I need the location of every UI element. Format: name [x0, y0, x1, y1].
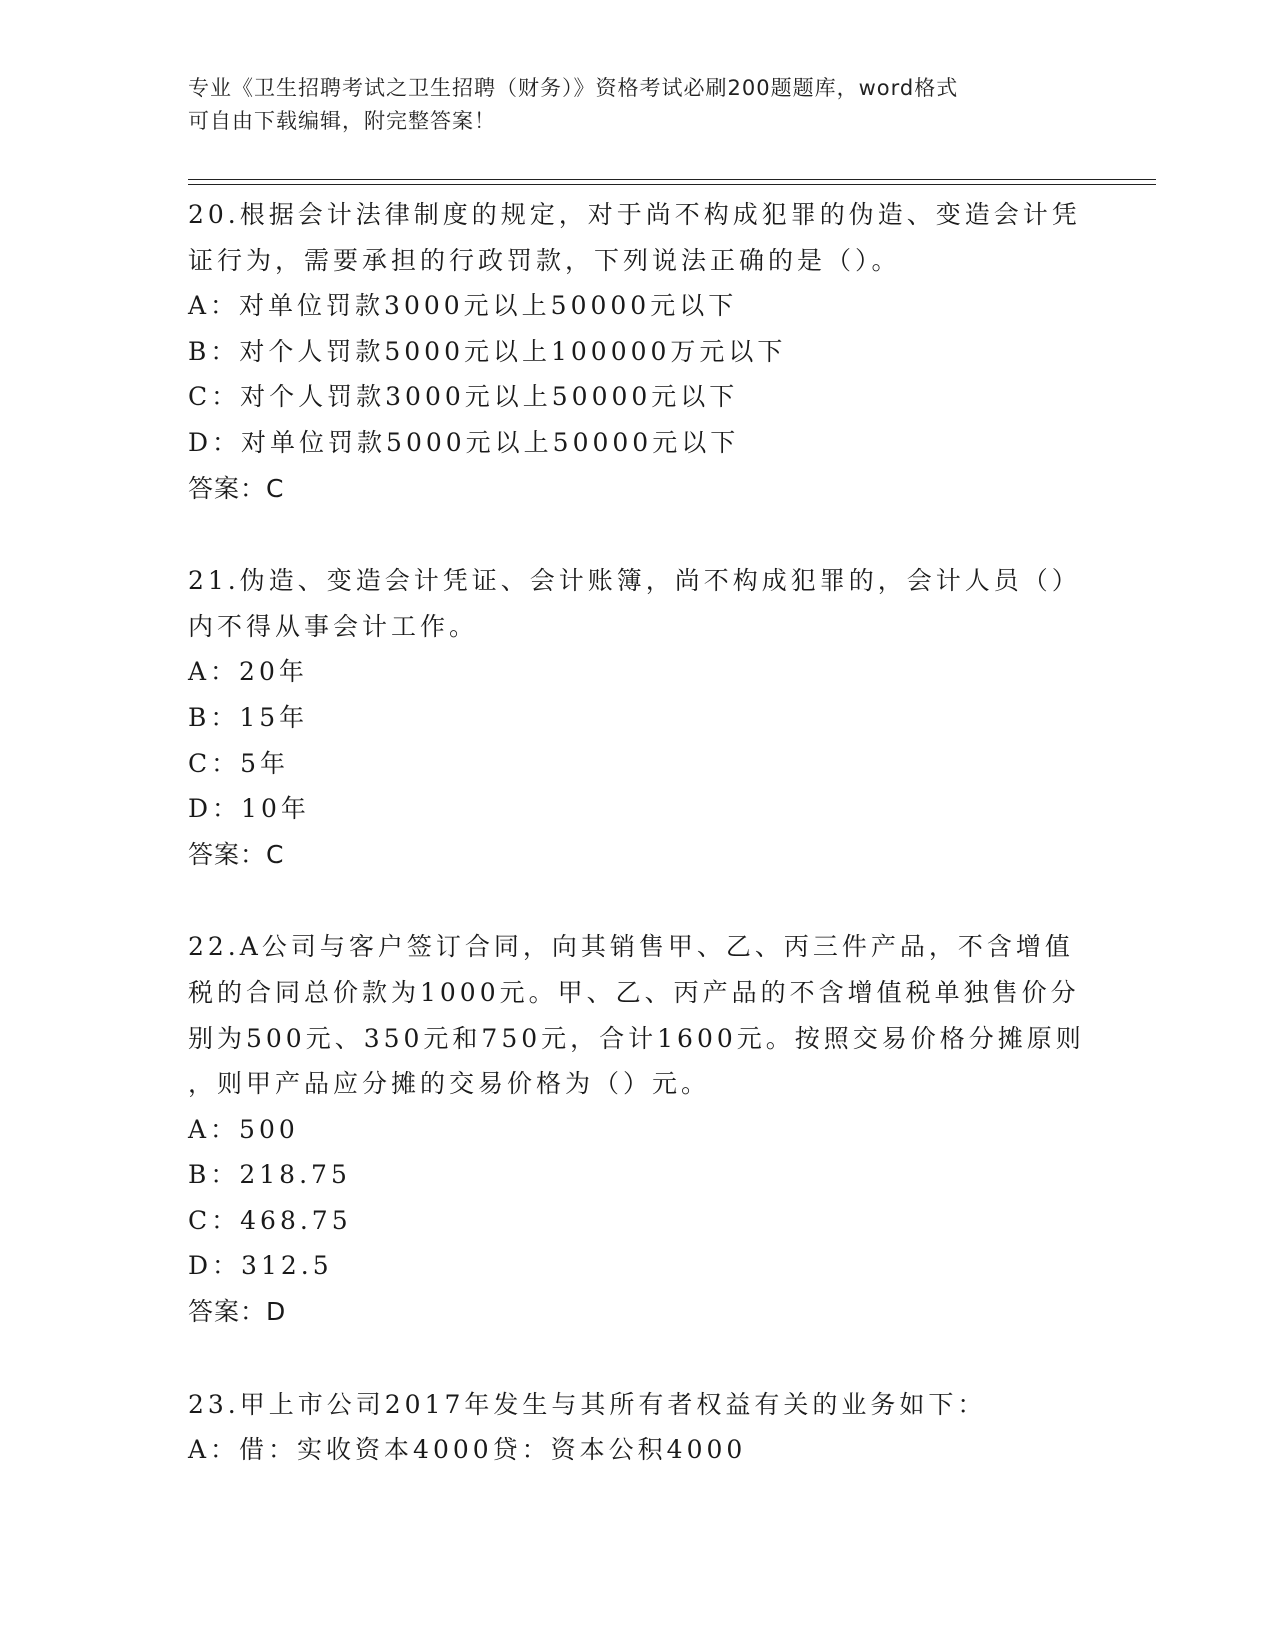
- question-list: [188, 192, 1088, 1520]
- option-b: B：对个人罚款5000元以上100000万元以下: [188, 336, 787, 366]
- question-20: [188, 192, 1088, 511]
- answer: 答案：C: [188, 839, 285, 869]
- question-text: 证行为，需要承担的行政罚款，下列说法正确的是（）。: [188, 245, 901, 275]
- question-text: 内不得从事会计工作。: [188, 611, 479, 641]
- header-divider-top: [188, 179, 1156, 180]
- answer: 答案：D: [188, 1297, 287, 1327]
- header-line: 专业《卫生招聘考试之卫生招聘（财务）》资格考试必刷200题题库，word格式: [188, 76, 959, 100]
- document-header: [188, 72, 1068, 138]
- question-23: [188, 1382, 1088, 1473]
- question-text: 23.甲上市公司2017年发生与其所有者权益有关的业务如下：: [188, 1389, 987, 1419]
- option-b: B：218.75: [188, 1160, 351, 1190]
- question-22: [188, 924, 1088, 1334]
- question-text: 别为500元、350元和750元，合计1600元。按照交易价格分摊原则: [188, 1023, 1085, 1053]
- header-line: 可自由下载编辑，附完整答案！: [188, 109, 496, 133]
- option-c: C：对个人罚款3000元以上50000元以下: [188, 382, 739, 412]
- option-d: D：312.5: [188, 1251, 333, 1281]
- question-21: [188, 558, 1088, 877]
- option-a: A：借：实收资本4000贷：资本公积4000: [188, 1435, 747, 1465]
- option-c: C：5年: [188, 748, 290, 778]
- question-text: 税的合同总价款为1000元。甲、乙、丙产品的不含增值税单独售价分: [188, 977, 1080, 1007]
- option-a: A：对单位罚款3000元以上50000元以下: [188, 291, 738, 321]
- question-text: 21.伪造、变造会计凭证、会计账簿，尚不构成犯罪的，会计人员（）: [188, 566, 1081, 596]
- answer: 答案：C: [188, 473, 285, 503]
- question-text: 20.根据会计法律制度的规定，对于尚不构成犯罪的伪造、变造会计凭: [188, 200, 1081, 229]
- option-d: D：10年: [188, 794, 310, 824]
- option-b: B：15年: [188, 702, 309, 732]
- option-a: A：20年: [188, 657, 308, 687]
- option-c: C：468.75: [188, 1205, 352, 1235]
- question-text: 22.A公司与客户签订合同，向其销售甲、乙、丙三件产品，不含增值: [188, 932, 1074, 962]
- option-a: A：500: [188, 1114, 299, 1144]
- header-divider-bottom: [188, 184, 1156, 185]
- question-text: ，则甲产品应分摊的交易价格为（）元。: [188, 1069, 711, 1099]
- option-d: D：对单位罚款5000元以上50000元以下: [188, 427, 740, 457]
